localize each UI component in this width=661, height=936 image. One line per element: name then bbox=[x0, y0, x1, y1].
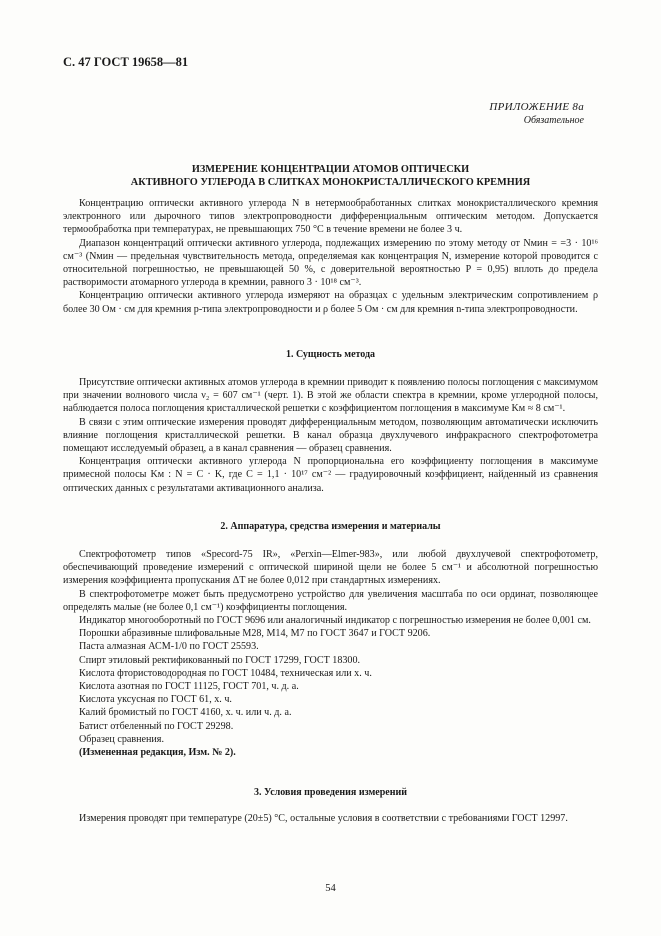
intro-paragraph: Концентрацию оптически активного углерода измеряют на образцах с удельным электрическим сопротивлением ρ более 30 Ом · см для кремния p-типа электропроводности и ρ более 5 Ом · см для кремния n-типа электропроводности. bbox=[63, 290, 598, 315]
section-2-text bbox=[63, 548, 598, 759]
materials-item: Порошки абразивные шлифовальные М28, М14, М7 по ГОСТ 3647 и ГОСТ 9206. bbox=[79, 628, 431, 640]
document-title bbox=[63, 163, 598, 189]
materials-item: Кислота фтористоводородная по ГОСТ 10484, техническая или х. ч. bbox=[79, 667, 372, 679]
revision-note: (Измененная редакция, Изм. № 2). bbox=[79, 747, 236, 759]
section-paragraph: Присутствие оптически активных атомов углерода в кремнии приводит к появлению полосы поглощения с максимумом при значении волнового числа ν₂ = 607 см⁻¹ (черт. 1). В этой же области спектра в кремнии, кроме углеродной полосы, наблюдается полоса поглощения кристаллической решетки с коэффициентом поглощения в максимуме Kм ≈ 8 см⁻¹. bbox=[63, 377, 598, 415]
materials-item: Калий бромистый по ГОСТ 4160, х. ч. или ч. д. а. bbox=[79, 707, 292, 719]
appendix-label: ПРИЛОЖЕНИЕ 8а bbox=[489, 101, 584, 113]
page-number: 54 bbox=[325, 883, 336, 894]
section-paragraph: Измерения проводят при температуре (20±5) °С, остальные условия в соответствии с требованиями ГОСТ 12997. bbox=[79, 813, 568, 824]
section-paragraph: Индикатор многооборотный по ГОСТ 9696 или аналогичный индикатор с погрешностью измерения не более 0,001 см. bbox=[79, 615, 591, 627]
title-line-1: ИЗМЕРЕНИЕ КОНЦЕНТРАЦИИ АТОМОВ ОПТИЧЕСКИ bbox=[191, 164, 470, 175]
appendix-block bbox=[489, 100, 584, 128]
intro-paragraph: Концентрацию оптически активного углерода N в нетермообработанных слитках монокристаллического кремния электронного или дырочного типов электропроводности дифференциальным оптическим методом. Допускается термообработка при температурах, не превышающих 750 °С в течение времени не более 3 ч. bbox=[63, 198, 598, 236]
materials-item: Образец сравнения. bbox=[79, 733, 164, 745]
materials-item: Паста алмазная АСМ-1/0 по ГОСТ 25593. bbox=[79, 641, 259, 653]
page-header: С. 47 ГОСТ 19658—81 bbox=[63, 55, 189, 69]
materials-item: Кислота уксусная по ГОСТ 61, х. ч. bbox=[79, 694, 232, 706]
materials-item: Спирт этиловый ректификованный по ГОСТ 17299, ГОСТ 18300. bbox=[79, 654, 361, 666]
section-paragraph: Концентрация оптически активного углерода N пропорциональна его коэффициенту поглощения в максимуме примесной полосы Kм : N = C · K, где C = 1,1 · 10¹⁷ см⁻² — градуировочный коэффициент, найденный из сравнения оптических данных с результатами активационного анализа. bbox=[63, 456, 598, 494]
intro-text bbox=[63, 197, 598, 316]
title-line-2: АКТИВНОГО УГЛЕРОДА В СЛИТКАХ МОНОКРИСТАЛЛИЧЕСКОГО КРЕМНИЯ bbox=[130, 177, 531, 188]
section-paragraph: В связи с этим оптические измерения проводят дифференциальным методом, позволяющим автоматически исключить влияние поглощения кристаллической решетки. В канал образца двухлучевого инфракрасного спектрофотометра помещают исследуемый образец, а в канал сравнения — образец сравнения. bbox=[63, 416, 598, 455]
materials-item: Батист отбеленный по ГОСТ 29298. bbox=[79, 720, 234, 732]
section-heading-3: 3. Условия проведения измерений bbox=[253, 787, 408, 798]
section-3-text bbox=[63, 812, 598, 825]
section-1-text bbox=[63, 376, 598, 495]
section-paragraph: Спектрофотометр типов «Specord-75 IR», «Perxin—Elmer-983», или любой двухлучевой спектрофотометр, обеспечивающий проведение измерений с оптической шириной щели не более 5 см⁻¹ и абсолютной погрешностью измерения коэффициента пропускания ΔT не более 0,012 при стандартных измерениях. bbox=[63, 549, 598, 587]
materials-item: Кислота азотная по ГОСТ 11125, ГОСТ 701, ч. д. а. bbox=[79, 681, 299, 693]
section-paragraph: В спектрофотометре может быть предусмотрено устройство для увеличения масштаба по оси ординат, позволяющее определять малые (не более 0,1 см⁻¹) коэффициенты поглощения. bbox=[63, 588, 598, 613]
appendix-status: Обязательное bbox=[523, 115, 584, 126]
section-heading-1: 1. Сущность метода bbox=[285, 349, 376, 360]
section-heading-2: 2. Аппаратура, средства измерения и материалы bbox=[220, 521, 441, 532]
intro-paragraph: Диапазон концентраций оптически активного углерода, подлежащих измерению по этому методу от Nмин = =3 · 10¹⁶ см⁻³ (Nмин — предельная чувствительность метода, определяемая как концентрация N, измерение которой проводится с относительной погрешностью, не превышающей 50 %, с доверительной вероятностью P = 0,95) вплоть до предела растворимости атомарного углерода в кремнии, равного 3 · 10¹⁸ см⁻³. bbox=[63, 237, 598, 289]
